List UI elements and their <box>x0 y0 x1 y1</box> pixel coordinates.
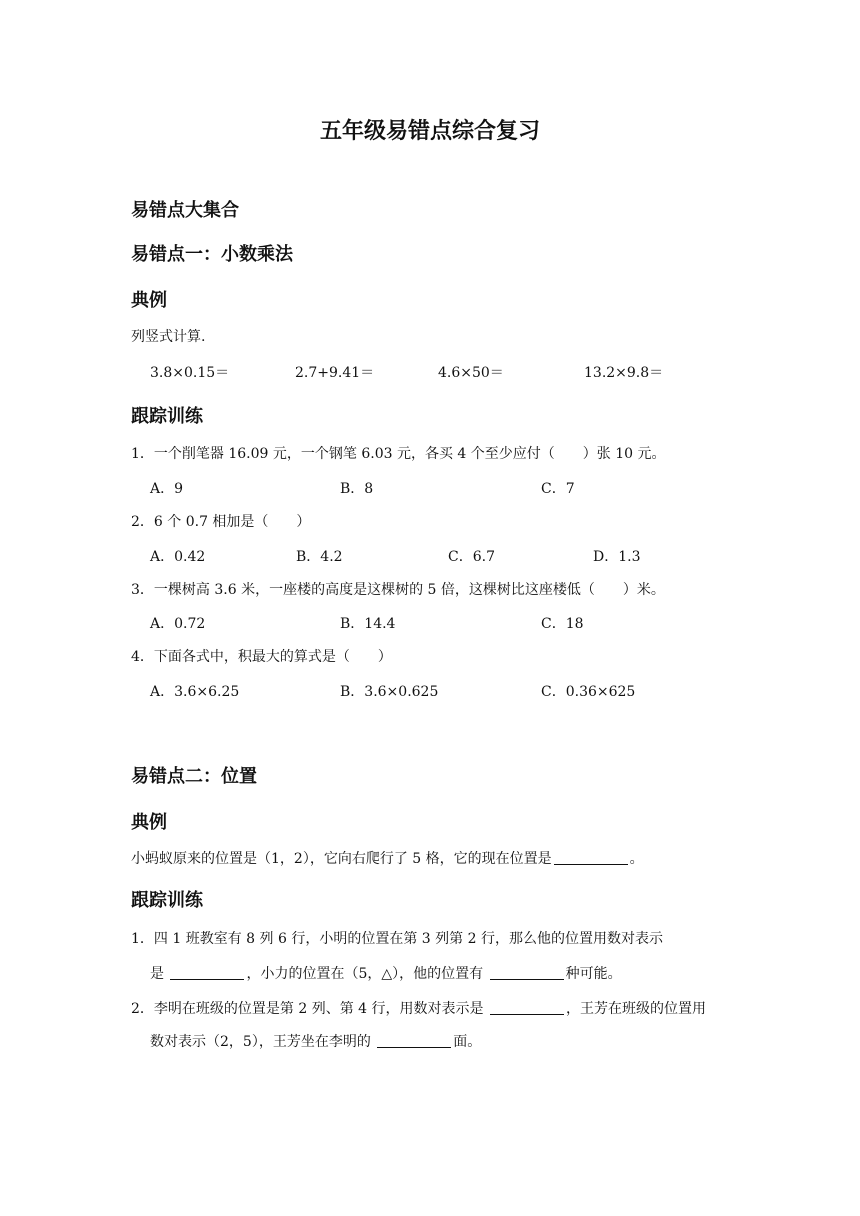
q2-option-d: D．1.3 <box>593 549 641 565</box>
calc-item: 3.8×0.15＝ <box>150 365 230 381</box>
section2-example <box>131 848 644 868</box>
section2-heading: 易错点二：位置 <box>131 766 257 787</box>
section1-example-heading: 典例 <box>131 290 167 311</box>
answer-blank[interactable] <box>490 1000 564 1015</box>
q2-text-c: 数对表示（2，5），王芳坐在李明的 <box>150 1034 371 1050</box>
position-q2-line2 <box>150 1031 481 1051</box>
section1-practice-heading: 跟踪训练 <box>131 406 203 427</box>
q2-option-c: C．6.7 <box>448 549 495 565</box>
example-intro: 列竖式计算. <box>131 329 206 345</box>
example-end: 。 <box>629 851 644 867</box>
q2-text-a: 2．李明在班级的位置是第 2 列、第 4 行，用数对表示是 <box>131 1001 484 1017</box>
question-3: 3．一棵树高 3.6 米，一座楼的高度是这棵树的 5 倍，这棵树比这座楼低（ ）米。 <box>131 582 665 598</box>
calc-item: 4.6×50＝ <box>438 365 504 381</box>
answer-blank[interactable] <box>377 1033 451 1048</box>
q2-option-a: A．0.42 <box>150 549 206 565</box>
q3-option-c: C．18 <box>541 616 584 632</box>
position-q1-line2 <box>150 963 622 983</box>
page-title: 五年级易错点综合复习 <box>319 119 540 144</box>
answer-blank[interactable] <box>490 965 564 980</box>
q1-text-a: 是 <box>150 966 164 982</box>
example-text: 小蚂蚁原来的位置是（1，2），它向右爬行了 5 格，它的现在位置是 <box>131 851 552 867</box>
q3-option-a: A．0.72 <box>150 616 206 632</box>
q2-option-b: B．4.2 <box>296 549 343 565</box>
answer-blank[interactable] <box>554 850 628 865</box>
question-4: 4．下面各式中，积最大的算式是（ ） <box>131 649 392 665</box>
calc-item: 13.2×9.8＝ <box>584 365 664 381</box>
q1-option-b: B．8 <box>340 481 374 497</box>
section1-heading: 易错点一：小数乘法 <box>131 244 293 265</box>
position-q2-line1 <box>131 998 706 1018</box>
q2-text-b: ，王芳在班级的位置用 <box>565 1001 706 1017</box>
question-2: 2．6 个 0.7 相加是（ ） <box>131 514 311 530</box>
answer-blank[interactable] <box>170 965 244 980</box>
q2-text-d: 面。 <box>453 1034 482 1050</box>
section2-example-heading: 典例 <box>131 812 167 833</box>
q1-option-c: C．7 <box>541 481 575 497</box>
q1-text-c: 种可能。 <box>565 966 622 982</box>
position-q1-line1: 1．四 1 班教室有 8 列 6 行，小明的位置在第 3 列第 2 行，那么他的位置用数对表示 <box>131 931 663 947</box>
q1-option-a: A．9 <box>150 481 184 497</box>
q4-option-c: C．0.36×625 <box>541 684 636 700</box>
q3-option-b: B．14.4 <box>340 616 396 632</box>
calc-item: 2.7+9.41＝ <box>295 365 375 381</box>
section2-practice-heading: 跟踪训练 <box>131 890 203 911</box>
collection-heading: 易错点大集合 <box>131 200 239 221</box>
q4-option-b: B．3.6×0.625 <box>340 684 439 700</box>
q4-option-a: A．3.6×6.25 <box>150 684 240 700</box>
q1-text-b: ，小力的位置在（5，△），他的位置有 <box>246 966 484 982</box>
question-1: 1．一个削笔器 16.09 元，一个钢笔 6.03 元，各买 4 个至少应付（ ）张 10 元。 <box>131 446 666 462</box>
